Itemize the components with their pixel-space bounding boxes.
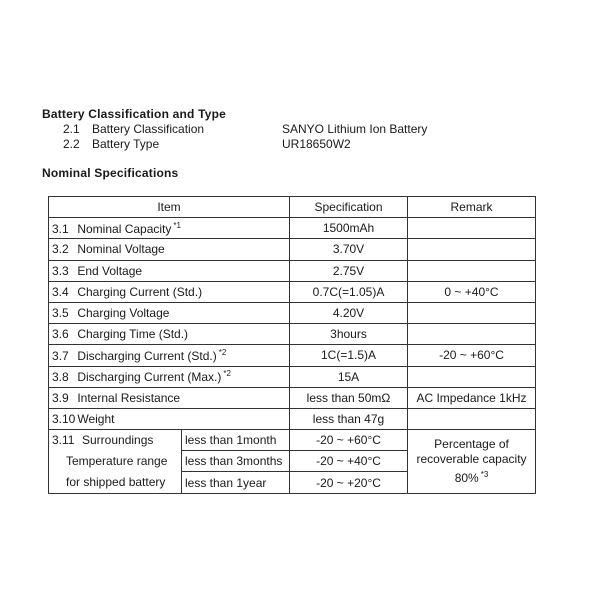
row-remark: 0 ~ +40°C — [408, 281, 536, 302]
table-row — [49, 366, 536, 387]
row-spec: 1C(=1.5)A — [290, 345, 408, 366]
period-range: -20 ~ +60°C — [290, 430, 408, 451]
row-spec: 4.20V — [290, 302, 408, 323]
row-num: 3.9 — [52, 390, 69, 405]
row-remark — [408, 302, 536, 323]
surroundings-label: for shipped battery — [49, 472, 182, 493]
section-title-nominal: Nominal Specifications — [42, 166, 179, 180]
remark-note: *3 — [480, 469, 489, 479]
surroundings-remark — [408, 430, 536, 494]
table-row — [49, 218, 536, 239]
row-num: 3.1 — [52, 221, 69, 236]
table-row — [49, 324, 536, 345]
row-item: Discharging Current (Std.) — [77, 348, 217, 363]
row-item: Internal Resistance — [77, 390, 181, 405]
header-remark: Remark — [408, 197, 536, 218]
row-remark — [408, 239, 536, 260]
row-num: 3.10 — [52, 411, 76, 426]
row-note: *2 — [218, 347, 227, 357]
row-note: *2 — [223, 369, 231, 379]
row-num: 3.2 — [52, 242, 69, 257]
table-row — [49, 408, 536, 429]
table-row — [49, 260, 536, 281]
table-row — [49, 430, 536, 451]
row-remark — [408, 218, 536, 239]
row-remark — [408, 324, 536, 345]
row-spec: less than 47g — [290, 408, 408, 429]
row-item: Charging Current (Std.) — [77, 284, 203, 299]
row-spec: 0.7C(=1.05)A — [290, 281, 408, 302]
row-num: 3.4 — [52, 284, 69, 299]
section-title-classification: Battery Classification and Type — [42, 107, 227, 121]
row-item: Nominal Capacity — [77, 221, 172, 236]
row-spec: less than 50mΩ — [290, 387, 408, 408]
item-num: 2.2 — [63, 137, 80, 151]
row-num: 3.3 — [52, 263, 69, 278]
header-spec: Specification — [290, 197, 408, 218]
row-remark — [408, 366, 536, 387]
row-spec: 3hours — [290, 324, 408, 345]
item-value: SANYO Lithium Ion Battery — [282, 122, 428, 136]
row-item: Charging Voltage — [77, 306, 170, 321]
remark-line: Percentage of — [434, 436, 509, 451]
period-range: -20 ~ +20°C — [290, 472, 408, 493]
row-item: Weight — [77, 411, 115, 426]
period-duration: less than 1year — [182, 472, 290, 493]
table-row — [49, 281, 536, 302]
row-num: 3.8 — [52, 370, 69, 385]
table-row — [49, 302, 536, 323]
row-remark — [408, 408, 536, 429]
item-label: Battery Classification — [92, 122, 205, 136]
period-duration: less than 3months — [182, 451, 290, 472]
period-range: -20 ~ +40°C — [290, 451, 408, 472]
period-duration: less than 1month — [182, 430, 290, 451]
spec-table — [48, 196, 536, 494]
row-num: 3.7 — [52, 348, 69, 363]
table-row — [49, 387, 536, 408]
row-spec: 3.70V — [290, 239, 408, 260]
item-label: Battery Type — [92, 137, 160, 151]
row-item: End Voltage — [77, 263, 143, 278]
remark-line: 80% — [454, 470, 479, 485]
row-item: Nominal Voltage — [77, 242, 165, 257]
row-remark: -20 ~ +60°C — [408, 345, 536, 366]
header-item: Item — [49, 197, 290, 218]
surroundings-label: Temperature range — [49, 451, 182, 472]
remark-line: recoverable capacity — [416, 451, 527, 466]
table-row — [49, 239, 536, 260]
surroundings-label: Surroundings — [82, 433, 154, 448]
row-num: 3.5 — [52, 306, 69, 321]
row-num: 3.11 — [52, 433, 75, 448]
item-value: UR18650W2 — [282, 137, 351, 151]
table-row — [49, 345, 536, 366]
row-note: *1 — [173, 220, 181, 230]
table-header — [49, 197, 536, 218]
row-num: 3.6 — [52, 327, 69, 342]
row-spec: 15A — [290, 366, 408, 387]
row-remark — [408, 260, 536, 281]
row-item: Charging Time (Std.) — [77, 327, 189, 342]
row-item: Discharging Current (Max.) — [77, 370, 222, 385]
item-num: 2.1 — [63, 122, 80, 136]
row-remark: AC Impedance 1kHz — [408, 387, 536, 408]
row-spec: 1500mAh — [290, 218, 408, 239]
row-spec: 2.75V — [290, 260, 408, 281]
